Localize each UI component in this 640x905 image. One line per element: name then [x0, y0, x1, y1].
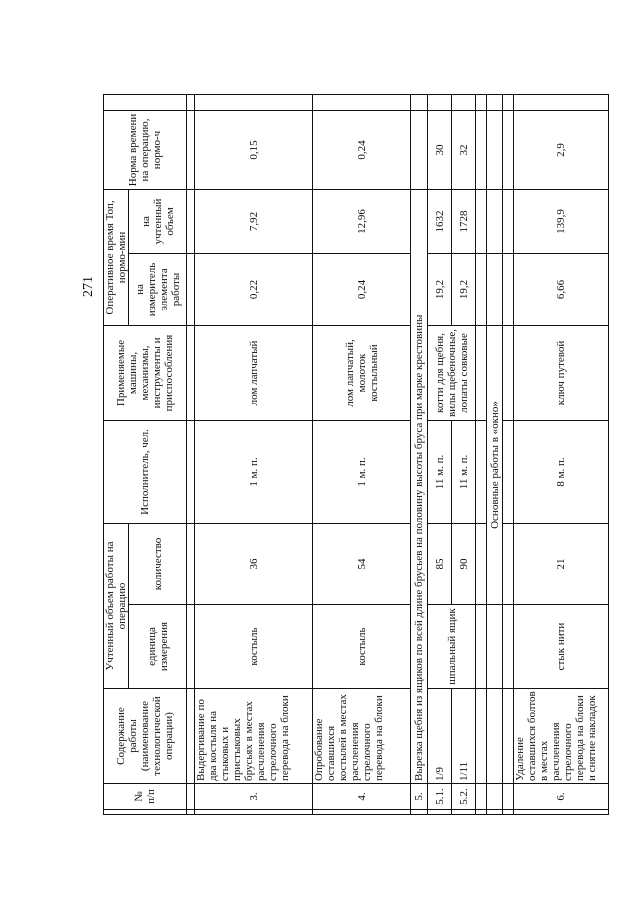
- table-row: 5. Вырезка щебня из ящиков по всей длине брусьев на половину высоты бруса при марке крестовины: [411, 94, 428, 814]
- section-row: [487, 94, 503, 814]
- header-content: Содержание работы (наименование технологической операции): [104, 689, 187, 784]
- table-row: 5.1. 1/9 шпальный ящик 85 11 м. п. котти для щебня, вилы щебеночные, лопаты совковые 19,2 1632 30: [428, 94, 452, 814]
- table-row: 4. Опробование оставшихся костылей в местах расчленения стрелочного перевода на блоки костыль 54 1 м. п. лом лапчатый, молоток костыльный 0,24 12,96 0,24: [313, 94, 411, 814]
- table-row: 5.2. 1/11 90 11 м. п. 19,2 1728 32: [452, 94, 476, 814]
- header-no: № п/п: [104, 784, 187, 810]
- table-row: 3. Выдергивание по два костыля на стыковых и пристыковых брусьях в местах расчленения стрелочного перевода на блоки костыль 36 1 м. п. лом лапчатый 0,22 7,92 0,15: [195, 94, 313, 814]
- section-title: Основные работы в «окно»: [487, 325, 503, 604]
- norms-table: [103, 94, 609, 815]
- header-per-unit: на измеритель элемента работы: [129, 253, 187, 325]
- header-norm: Норма времени на операцию, нормо-ч: [104, 110, 187, 189]
- header-optime: Оперативное время Топ, нормо-мин: [104, 189, 129, 325]
- header-volume: Учтенный объем работы на операцию: [104, 523, 129, 688]
- header-row-1: [104, 94, 129, 814]
- rotated-page: [75, 95, 598, 815]
- table-row: 6. Удаление оставшихся болтов в местах расчленения стрелочного перевода на блоки и снятие накладок стык нити 21 8 м. п. ключ путевой 6,66 139,9 2,9: [514, 94, 609, 814]
- page-number: 271: [81, 276, 96, 297]
- header-quantity: количество: [129, 523, 187, 604]
- header-unit: единица измерения: [129, 605, 187, 689]
- header-machines: Применяемые машины, механизмы, инструменты и приспособления: [104, 325, 187, 420]
- header-executor: Исполнитель, чел.: [104, 420, 187, 523]
- header-per-volume: на учтенный объем: [129, 189, 187, 253]
